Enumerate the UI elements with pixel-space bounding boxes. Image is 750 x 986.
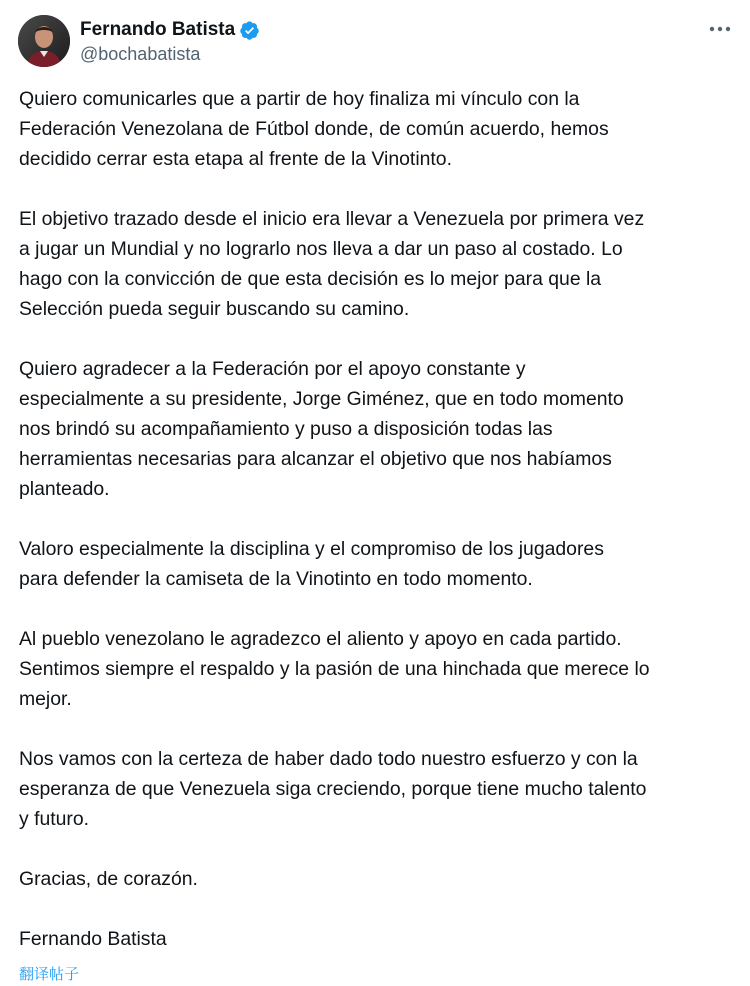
text-line: mejor. bbox=[19, 688, 72, 710]
text-line: Sentimos siempre el respaldo y la pasión de una hinchada que merece lo bbox=[19, 658, 650, 680]
translate-post-link[interactable]: 翻译帖子 bbox=[19, 965, 80, 983]
text-line: Quiero agradecer a la Federación por el apoyo constante y bbox=[19, 358, 526, 380]
text-line: Quiero comunicarles que a partir de hoy finaliza mi vínculo con la bbox=[19, 88, 580, 110]
avatar-image bbox=[18, 15, 70, 67]
text-line: Nos vamos con la certeza de haber dado todo nuestro esfuerzo y con la bbox=[19, 748, 638, 770]
text-line: Fernando Batista bbox=[19, 928, 167, 950]
text-line: y futuro. bbox=[19, 808, 90, 830]
text-line: herramientas necesarias para alcanzar el objetivo que nos habíamos bbox=[19, 448, 612, 470]
text-line: para defender la camiseta de la Vinotinto en todo momento. bbox=[19, 568, 533, 590]
text-line: especialmente a su presidente, Jorge Giménez, que en todo momento bbox=[19, 388, 624, 410]
text-line: Valoro especialmente la disciplina y el compromiso de los jugadores bbox=[19, 538, 604, 560]
paragraph bbox=[19, 354, 735, 504]
text-line: esperanza de que Venezuela siga creciendo, porque tiene mucho talento bbox=[19, 778, 647, 800]
more-button[interactable] bbox=[706, 19, 734, 39]
tweet-text bbox=[19, 84, 735, 954]
text-line: nos brindó su acompañamiento y puso a disposición todas las bbox=[19, 418, 553, 440]
paragraph bbox=[19, 204, 735, 324]
text-line: planteado. bbox=[19, 478, 110, 500]
text-line: Al pueblo venezolano le agradezco el aliento y apoyo en cada partido. bbox=[19, 628, 622, 650]
text-line: a jugar un Mundial y no lograrlo nos lleva a dar un paso al costado. Lo bbox=[19, 238, 623, 260]
display-name-row bbox=[80, 18, 260, 42]
display-name[interactable]: Fernando Batista bbox=[80, 19, 236, 40]
text-line: Selección pueda seguir buscando su camino. bbox=[19, 298, 410, 320]
verified-badge-icon bbox=[239, 20, 260, 41]
text-line: Federación Venezolana de Fútbol donde, de común acuerdo, hemos bbox=[19, 118, 609, 140]
paragraph bbox=[19, 624, 735, 714]
text-line: hago con la convicción de que esta decisión es lo mejor para que la bbox=[19, 268, 602, 290]
paragraph bbox=[19, 534, 735, 594]
author-handle[interactable]: @bochabatista bbox=[80, 44, 201, 64]
text-line: decidido cerrar esta etapa al frente de la Vinotinto. bbox=[19, 148, 452, 170]
signature bbox=[19, 924, 735, 954]
paragraph bbox=[19, 744, 735, 834]
text-line: El objetivo trazado desde el inicio era llevar a Venezuela por primera vez bbox=[19, 208, 645, 230]
avatar[interactable] bbox=[18, 15, 70, 67]
paragraph bbox=[19, 84, 735, 174]
paragraph bbox=[19, 864, 735, 894]
tweet-header bbox=[18, 15, 734, 69]
text-line: Gracias, de corazón. bbox=[19, 868, 198, 890]
more-horizontal-icon bbox=[708, 25, 732, 33]
author-names bbox=[80, 18, 260, 65]
